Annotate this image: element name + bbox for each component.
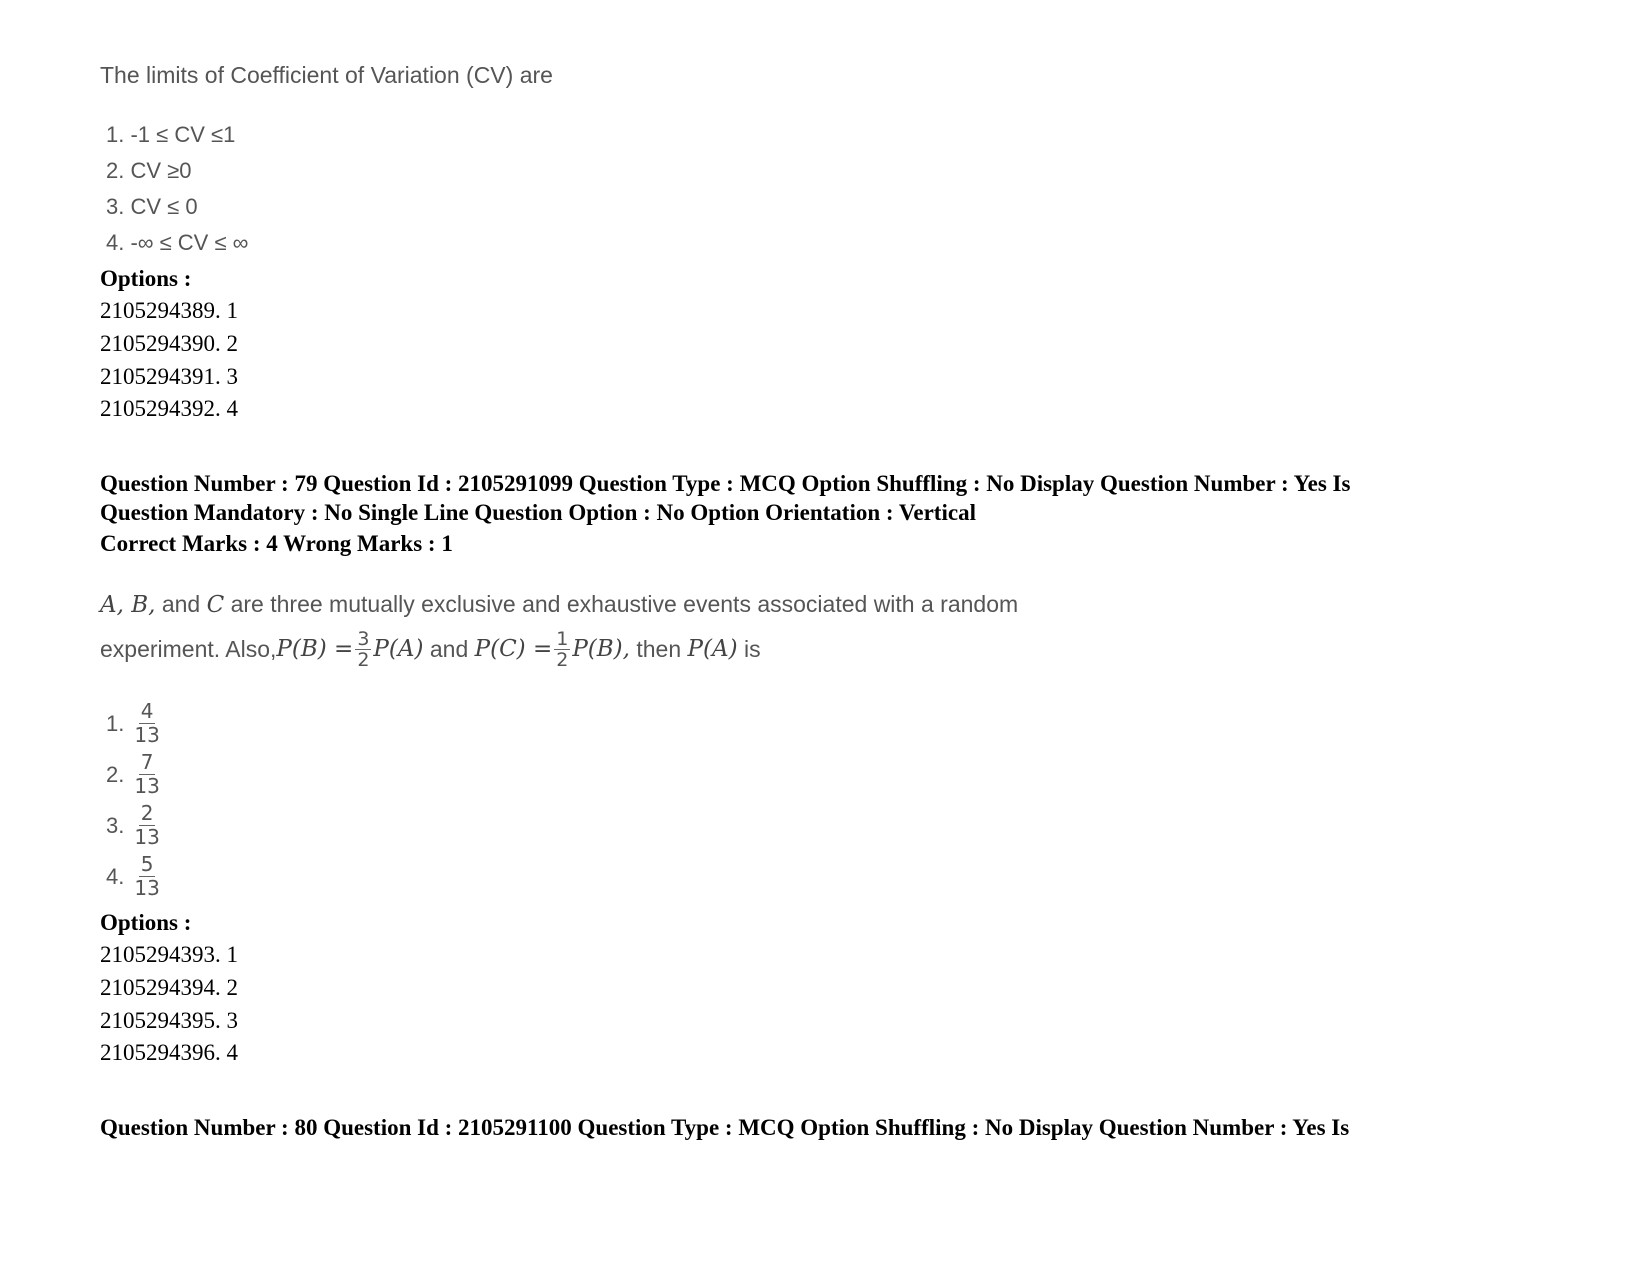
option-id: 2105294391. 3 [100,364,238,389]
option-id: 2105294393. 1 [100,942,238,967]
stem-text: experiment. Also, [100,635,277,662]
math-expression: P(B), [572,636,630,662]
choice-item: 4. -∞ ≤ CV ≤ ∞ [106,230,249,255]
choice-index: 3. [106,812,125,838]
math-expression: P(C) = [474,636,553,662]
choice-item [106,751,164,798]
fraction [132,700,161,747]
fraction-numerator: 2 [140,801,154,825]
question-marks: Correct Marks : 4 Wrong Marks : 1 [100,531,453,556]
stem-text: are three mutually exclusive and exhaustive events associated with a random [224,591,1019,617]
choice-item: 1. -1 ≤ CV ≤1 [106,122,236,147]
option-id: 2105294390. 2 [100,331,238,356]
question-meta-line: Question Number : 80 Question Id : 2105291100 Question Type : MCQ Option Shuffling : No Display Question Number : Yes Is [100,1115,1350,1140]
option-id: 2105294392. 4 [100,396,238,421]
fraction [132,802,161,849]
option-id: 2105294396. 4 [100,1040,238,1065]
math-expression: C [206,592,225,618]
choice-item [106,802,164,849]
choice-index: 2. [106,761,125,787]
fraction-denominator: 13 [134,825,160,849]
question-stem: The limits of Coefficient of Variation (CV) are [100,62,553,88]
math-expression: P(A) [373,636,424,662]
choice-index: 4. [106,863,125,889]
fraction [132,751,161,798]
fraction [355,629,371,670]
choice-item: 3. CV ≤ 0 [106,194,198,219]
fraction-denominator: 2 [556,648,569,671]
fraction-numerator: 1 [556,627,569,650]
math-expression: P(A) [687,636,738,662]
stem-text: and [423,635,475,662]
stem-text: then [629,635,688,662]
options-heading: Options : [100,910,192,935]
fraction-numerator: 7 [140,750,154,774]
fraction-numerator: 3 [357,627,370,650]
fraction-numerator: 4 [140,699,154,723]
stem-text: is [737,635,761,662]
option-id: 2105294395. 3 [100,1008,238,1033]
fraction-denominator: 2 [357,648,370,671]
choice-item [106,700,164,747]
choice-item [106,853,164,900]
fraction-denominator: 13 [134,876,160,900]
question-meta [100,469,1350,527]
question-stem-line [100,591,1018,618]
stem-text: and [155,591,207,617]
math-expression: A, B, [100,592,156,618]
math-expression: P(B) = [276,636,354,662]
fraction [132,853,161,900]
fraction-denominator: 13 [134,723,160,747]
fraction-numerator: 5 [140,852,154,876]
option-id: 2105294394. 2 [100,975,238,1000]
fraction [554,629,570,670]
options-heading: Options : [100,266,192,291]
fraction-denominator: 13 [134,774,160,798]
question-meta-line: Question Mandatory : No Single Line Question Option : No Option Orientation : Vertical [100,500,976,525]
question-stem-line [100,622,761,676]
choice-item: 2. CV ≥0 [106,158,192,183]
choice-index: 1. [106,710,125,736]
option-id: 2105294389. 1 [100,298,238,323]
question-meta-line: Question Number : 79 Question Id : 2105291099 Question Type : MCQ Option Shuffling : No Display Question Number : Yes Is [100,471,1351,496]
